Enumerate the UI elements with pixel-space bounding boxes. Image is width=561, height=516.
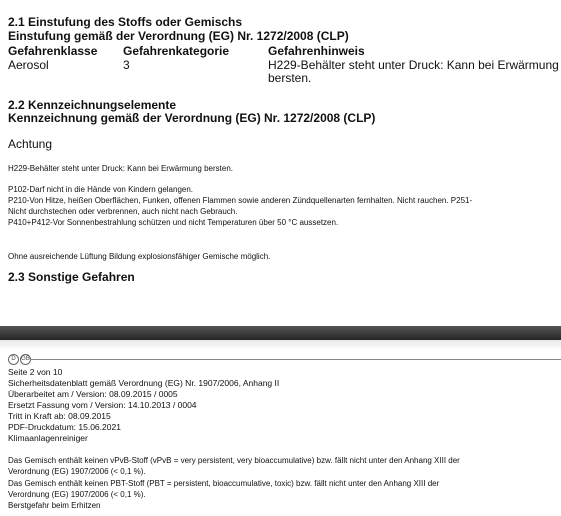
footer-line: Ersetzt Fassung vom / Version: 14.10.2013 / 0004 <box>8 400 197 410</box>
section-heading-2-3: 2.3 Sonstige Gefahren <box>8 270 135 284</box>
section-subheading-2-2: Kennzeichnung gemäß der Verordnung (EG) Nr. 1272/2008 (CLP) <box>8 111 376 125</box>
footer-line: Sicherheitsdatenblatt gemäß Verordnung (EG) Nr. 1907/2006, Anhang II <box>8 378 280 388</box>
footer-line: PDF-Druckdatum: 15.06.2021 <box>8 422 121 432</box>
footer-rule <box>30 359 561 360</box>
table-header-hazard-class: Gefahrenklasse <box>8 44 98 58</box>
body-line: Das Gemisch enthält keinen vPvB-Stoff (vPvB = very persistent, very bioaccumulative) bzw. fällt nicht unter den Anhang XIII der <box>8 456 460 465</box>
section-heading-2-1: 2.1 Einstufung des Stoffs oder Gemischs <box>8 15 243 29</box>
footer-logo <box>8 354 31 365</box>
table-header-hazard-category: Gefahrenkategorie <box>123 44 230 58</box>
table-cell-hazard-class: Aerosol <box>8 58 49 72</box>
body-line: Das Gemisch enthält keinen PBT-Stoff (PBT = persistent, bioaccumulative, toxic) bzw. fällt nicht unter den Anhang XIII der <box>8 479 440 488</box>
precautionary-line: P210-Von Hitze, heißen Oberflächen, Funken, offenen Flammen sowie anderen Zündquellenarten fernhalten. Nicht rauchen. P251- <box>8 196 473 205</box>
footer-line: Tritt in Kraft ab: 08.09.2015 <box>8 411 111 421</box>
logo-mark-d: D <box>8 354 19 365</box>
logo-mark-gb: GB <box>20 354 31 365</box>
table-header-hazard-statement: Gefahrenhinweis <box>268 44 365 58</box>
footer-page-number: Seite 2 von 10 <box>8 367 63 377</box>
precautionary-line: P102-Darf nicht in die Hände von Kindern gelangen. <box>8 185 194 194</box>
hazard-statement: H229-Behälter steht unter Druck: Kann bei Erwärmung bersten. <box>8 164 234 173</box>
footer-product-name: Klimaanlagenreiniger <box>8 433 88 443</box>
precautionary-line: Nicht durchstechen oder verbrennen, auch nicht nach Gebrauch. <box>8 207 238 216</box>
table-cell-hazard-category: 3 <box>123 58 130 72</box>
section-subheading-2-1: Einstufung gemäß der Verordnung (EG) Nr. 1272/2008 (CLP) <box>8 29 349 43</box>
footer-line: Überarbeitet am / Version: 08.09.2015 / 0005 <box>8 389 178 399</box>
ventilation-note: Ohne ausreichende Lüftung Bildung explosionsfähiger Gemische möglich. <box>8 252 271 261</box>
page-break <box>0 326 561 340</box>
body-line: Verordnung (EG) 1907/2006 (< 0,1 %). <box>8 467 146 476</box>
signal-word: Achtung <box>8 137 53 151</box>
section-heading-2-2: 2.2 Kennzeichnungselemente <box>8 98 177 112</box>
page-break-shadow <box>0 340 561 350</box>
body-line: Berstgefahr beim Erhitzen <box>8 501 101 510</box>
body-line: Verordnung (EG) 1907/2006 (< 0,1 %). <box>8 490 146 499</box>
table-cell-hazard-statement: H229-Behälter steht unter Druck: Kann bei Erwärmung bersten. <box>268 58 559 85</box>
precautionary-line: P410+P412-Vor Sonnenbestrahlung schützen und nicht Temperaturen über 50 °C aussetzen. <box>8 218 339 227</box>
